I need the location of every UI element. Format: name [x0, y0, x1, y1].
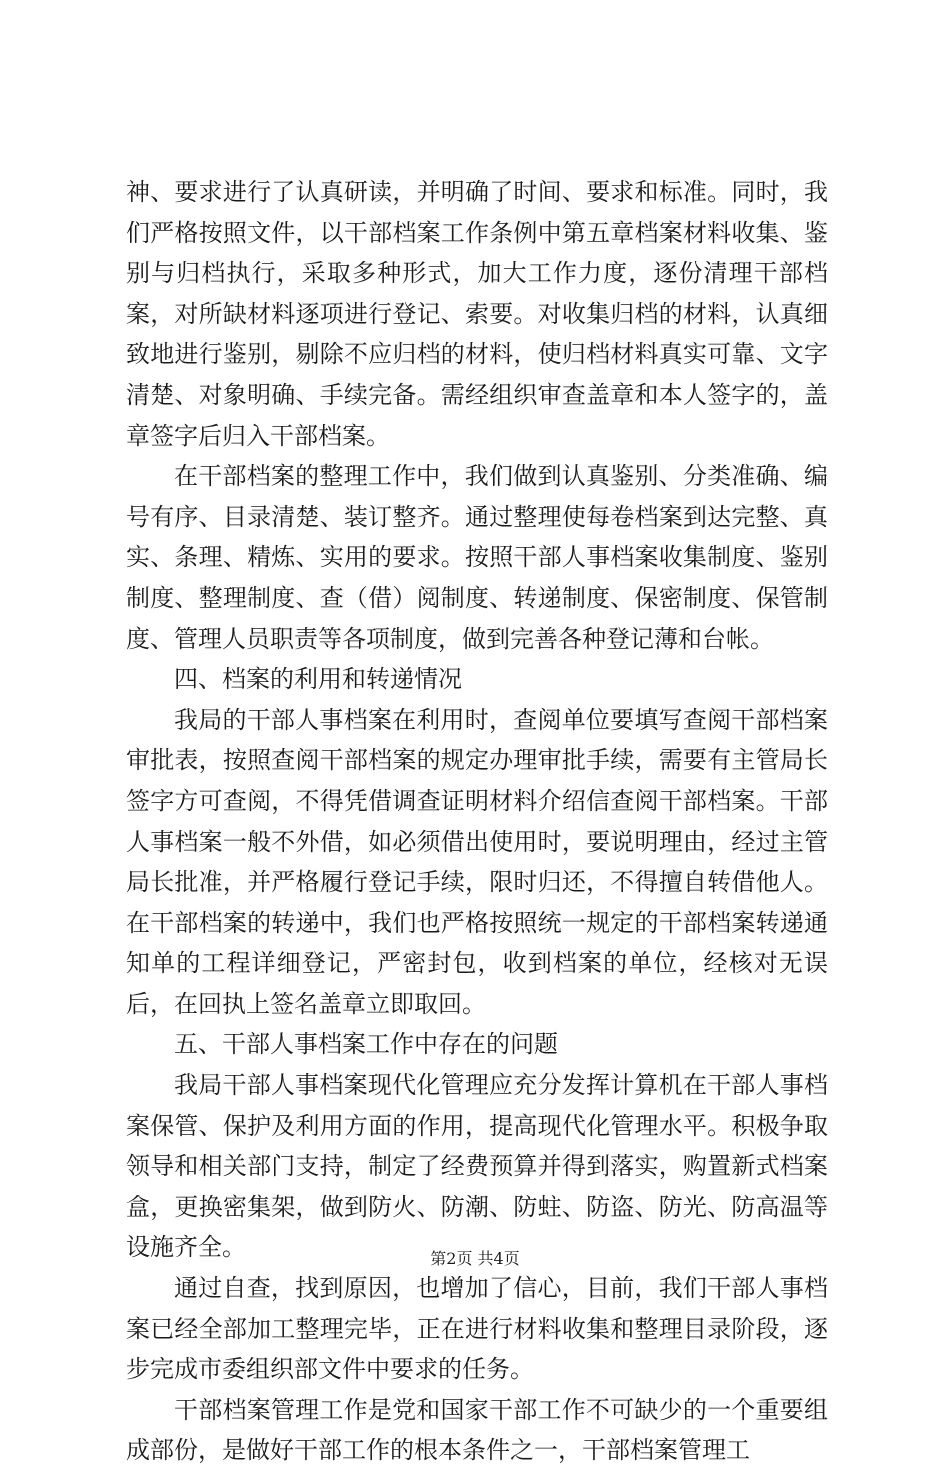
page-number: 第2页 共4页	[430, 1249, 520, 1268]
paragraph-conclusion: 干部档案管理工作是党和国家干部工作不可缺少的一个重要组成部份，是做好干部工作的根本条件之一，干部档案管理工	[126, 1395, 828, 1465]
document-body	[126, 172, 828, 1471]
section-heading-archive-usage: 四、档案的利用和转递情况	[174, 665, 462, 694]
paragraph-modernization: 我局干部人事档案现代化管理应充分发挥计算机在干部人事档案保管、保护及利用方面的作用，提高现代化管理水平。积极争取领导和相关部门支持，制定了经费预算并得到落实，购置新式档案盒，更换密集架，做到防火、防潮、防蛀、防盗、防光、防高温等设施齐全。	[126, 1071, 828, 1262]
paragraph-archive-usage: 我局的干部人事档案在利用时，查阅单位要填写查阅干部档案审批表，按照查阅干部档案的规定办理审批手续，需要有主管局长签字方可查阅，不得凭借调查证明材料介绍信查阅干部档案。干部人事档案一般不外借，如必须借出使用时，要说明理由，经过主管局长批准，并严格履行登记手续，限时归还，不得擅自转借他人。在干部档案的转递中，我们也严格按照统一规定的干部档案转递通知单的工程详细登记，严密封包，收到档案的单位，经核对无误后，在回执上签名盖章立即取回。	[126, 705, 828, 1018]
paragraph-self-inspection: 通过自查，找到原因，也增加了信心，目前，我们干部人事档案已经全部加工整理完毕，正在进行材料收集和整理目录阶段，逐步完成市委组织部文件中要求的任务。	[126, 1274, 828, 1384]
paragraph-continued: 神、要求进行了认真研读，并明确了时间、要求和标准。同时，我们严格按照文件，以干部档案工作条例中第五章档案材料收集、鉴别与归档执行，采取多种形式，加大工作力度，逐份清理干部档案，对所缺材料逐项进行登记、索要。对收集归档的材料，认真细致地进行鉴别，剔除不应归档的材料，使归档材料真实可靠、文字清楚、对象明确、手续完备。需经组织审查盖章和本人签字的，盖章签字后归入干部档案。	[126, 178, 828, 450]
section-heading-problems: 五、干部人事档案工作中存在的问题	[174, 1030, 558, 1059]
paragraph-archive-organizing: 在干部档案的整理工作中，我们做到认真鉴别、分类准确、编号有序、目录清楚、装订整齐。通过整理使每卷档案到达完整、真实、条理、精炼、实用的要求。按照干部人事档案收集制度、鉴别制度、整理制度、查（借）阅制度、转递制度、保密制度、保管制度、管理人员职责等各项制度，做到完善各种登记薄和台帐。	[126, 462, 828, 653]
